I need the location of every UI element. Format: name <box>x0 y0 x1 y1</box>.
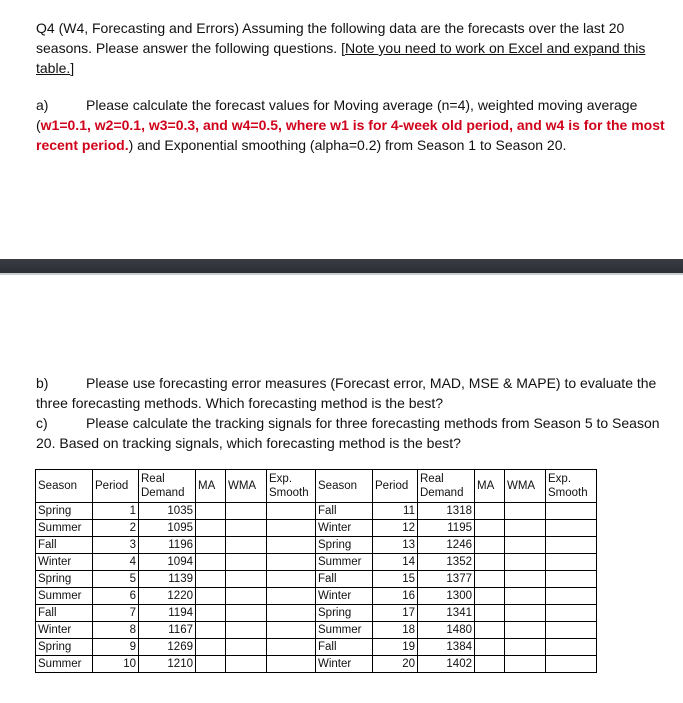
wma-cell <box>226 639 267 656</box>
part-a-text-1: Please calculate the forecast values for Moving average (n=4), weighted moving average ( <box>36 97 638 133</box>
table-row <box>36 571 597 588</box>
period-cell: 2 <box>93 520 139 537</box>
period-cell: 15 <box>373 571 418 588</box>
part-c-text: Please calculate the tracking signals for three forecasting methods from Season 5 to Season 20. Based on tracking signals, which forecasting method is the best? <box>36 415 660 451</box>
season-cell: Summer <box>316 622 373 639</box>
demand-cell: 1341 <box>418 605 475 622</box>
excel-note: Note you need to work on Excel and expand this table. <box>36 40 646 76</box>
period-cell: 14 <box>373 554 418 571</box>
header-real-demand-2: Real Demand <box>418 470 475 503</box>
season-cell: Spring <box>36 639 93 656</box>
header-period-2: Period <box>373 470 418 503</box>
demand-cell: 1094 <box>139 554 196 571</box>
ma-cell <box>475 520 505 537</box>
intro-text: Q4 (W4, Forecasting and Errors) Assuming the following data are the forecasts over the last 20 seasons. Please answer the following questions. [ <box>36 20 625 56</box>
period-cell: 10 <box>93 656 139 673</box>
demand-cell: 1377 <box>418 571 475 588</box>
demand-cell: 1220 <box>139 588 196 605</box>
period-cell: 19 <box>373 639 418 656</box>
season-cell: Winter <box>316 588 373 605</box>
exp-smooth-cell <box>546 622 597 639</box>
exp-smooth-cell <box>267 656 316 673</box>
ma-cell <box>196 571 226 588</box>
wma-cell <box>505 537 546 554</box>
exp-smooth-cell <box>267 605 316 622</box>
ma-cell <box>475 639 505 656</box>
exp-smooth-cell <box>546 571 597 588</box>
exp-smooth-cell <box>267 537 316 554</box>
season-cell: Winter <box>316 656 373 673</box>
demand-cell: 1195 <box>418 520 475 537</box>
season-cell: Winter <box>316 520 373 537</box>
demand-cell: 1196 <box>139 537 196 554</box>
period-cell: 9 <box>93 639 139 656</box>
period-cell: 8 <box>93 622 139 639</box>
wma-cell <box>226 571 267 588</box>
forecast-data-table <box>35 469 597 673</box>
header-wma-2: WMA <box>505 470 546 503</box>
table-row <box>36 554 597 571</box>
ma-cell <box>196 503 226 520</box>
header-ma: MA <box>196 470 226 503</box>
season-cell: Summer <box>316 554 373 571</box>
exp-smooth-cell <box>546 554 597 571</box>
demand-cell: 1352 <box>418 554 475 571</box>
wma-cell <box>226 520 267 537</box>
season-cell: Winter <box>36 554 93 571</box>
wma-cell <box>226 656 267 673</box>
wma-cell <box>505 503 546 520</box>
part-b-label: b) <box>36 375 49 391</box>
period-cell: 3 <box>93 537 139 554</box>
exp-smooth-cell <box>546 588 597 605</box>
ma-cell <box>475 503 505 520</box>
exp-smooth-cell <box>267 520 316 537</box>
exp-smooth-cell <box>267 554 316 571</box>
demand-cell: 1095 <box>139 520 196 537</box>
intro-end: ] <box>70 60 75 76</box>
ma-cell <box>475 656 505 673</box>
period-cell: 5 <box>93 571 139 588</box>
header-period: Period <box>93 470 139 503</box>
table-row <box>36 656 597 673</box>
exp-smooth-cell <box>267 503 316 520</box>
exp-smooth-cell <box>546 639 597 656</box>
demand-cell: 1167 <box>139 622 196 639</box>
part-a-label: a) <box>36 97 49 113</box>
wma-cell <box>505 588 546 605</box>
demand-cell: 1246 <box>418 537 475 554</box>
season-cell: Fall <box>316 639 373 656</box>
season-cell: Spring <box>316 605 373 622</box>
table-row <box>36 520 597 537</box>
wma-cell <box>505 571 546 588</box>
period-cell: 1 <box>93 503 139 520</box>
wma-cell <box>226 622 267 639</box>
ma-cell <box>475 605 505 622</box>
demand-cell: 1384 <box>418 639 475 656</box>
ma-cell <box>196 554 226 571</box>
ma-cell <box>475 537 505 554</box>
part-a-weights: w1=0.1, w2=0.1, w3=0.3, and w4=0.5, where w1 is for 4-week old period, and w4 is for the most recent period. <box>36 117 665 153</box>
exp-smooth-cell <box>267 622 316 639</box>
period-cell: 12 <box>373 520 418 537</box>
season-cell: Fall <box>316 571 373 588</box>
season-cell: Fall <box>36 605 93 622</box>
table-row <box>36 537 597 554</box>
season-cell: Fall <box>316 503 373 520</box>
wma-cell <box>505 622 546 639</box>
part-b-text: Please use forecasting error measures (Forecast error, MAD, MSE & MAPE) to evaluate the three forecasting methods. Which forecasting method is the best? <box>36 375 657 411</box>
wma-cell <box>226 588 267 605</box>
table-body <box>36 470 597 673</box>
header-season: Season <box>36 470 93 503</box>
exp-smooth-cell <box>267 571 316 588</box>
ma-cell <box>475 622 505 639</box>
ma-cell <box>196 605 226 622</box>
period-cell: 4 <box>93 554 139 571</box>
wma-cell <box>505 656 546 673</box>
part-c-label: c) <box>36 415 48 431</box>
section-divider <box>0 259 683 273</box>
ma-cell <box>475 588 505 605</box>
season-cell: Spring <box>36 503 93 520</box>
ma-cell <box>475 554 505 571</box>
season-cell: Winter <box>36 622 93 639</box>
ma-cell <box>196 656 226 673</box>
question-intro <box>36 18 666 78</box>
demand-cell: 1300 <box>418 588 475 605</box>
table-row <box>36 639 597 656</box>
header-wma: WMA <box>226 470 267 503</box>
period-cell: 7 <box>93 605 139 622</box>
demand-cell: 1139 <box>139 571 196 588</box>
header-season-2: Season <box>316 470 373 503</box>
header-real-demand: Real Demand <box>139 470 196 503</box>
part-a <box>36 95 666 155</box>
exp-smooth-cell <box>546 605 597 622</box>
header-ma-2: MA <box>475 470 505 503</box>
demand-cell: 1194 <box>139 605 196 622</box>
wma-cell <box>505 605 546 622</box>
demand-cell: 1269 <box>139 639 196 656</box>
exp-smooth-cell <box>546 537 597 554</box>
table-row <box>36 622 597 639</box>
part-b <box>36 373 666 413</box>
season-cell: Fall <box>36 537 93 554</box>
header-exp-smooth-2: Exp. Smooth <box>546 470 597 503</box>
ma-cell <box>475 571 505 588</box>
demand-cell: 1402 <box>418 656 475 673</box>
season-cell: Spring <box>316 537 373 554</box>
table-row <box>36 503 597 520</box>
part-a-text-2: ) and Exponential smoothing (alpha=0.2) from Season 1 to Season 20. <box>128 137 567 153</box>
period-cell: 13 <box>373 537 418 554</box>
ma-cell <box>196 639 226 656</box>
wma-cell <box>505 520 546 537</box>
exp-smooth-cell <box>546 503 597 520</box>
wma-cell <box>226 554 267 571</box>
wma-cell <box>505 554 546 571</box>
table-row <box>36 605 597 622</box>
ma-cell <box>196 622 226 639</box>
demand-cell: 1480 <box>418 622 475 639</box>
demand-cell: 1210 <box>139 656 196 673</box>
section-divider-shadow <box>0 273 683 275</box>
header-exp-smooth: Exp. Smooth <box>267 470 316 503</box>
demand-cell: 1318 <box>418 503 475 520</box>
exp-smooth-cell <box>546 520 597 537</box>
demand-cell: 1035 <box>139 503 196 520</box>
ma-cell <box>196 588 226 605</box>
period-cell: 17 <box>373 605 418 622</box>
exp-smooth-cell <box>546 656 597 673</box>
wma-cell <box>505 639 546 656</box>
table-row <box>36 588 597 605</box>
exp-smooth-cell <box>267 588 316 605</box>
period-cell: 20 <box>373 656 418 673</box>
wma-cell <box>226 537 267 554</box>
period-cell: 6 <box>93 588 139 605</box>
ma-cell <box>196 520 226 537</box>
table-header-row <box>36 470 597 503</box>
season-cell: Summer <box>36 656 93 673</box>
period-cell: 18 <box>373 622 418 639</box>
period-cell: 11 <box>373 503 418 520</box>
period-cell: 16 <box>373 588 418 605</box>
ma-cell <box>196 537 226 554</box>
part-c <box>36 413 666 453</box>
exp-smooth-cell <box>267 639 316 656</box>
season-cell: Summer <box>36 588 93 605</box>
wma-cell <box>226 605 267 622</box>
season-cell: Summer <box>36 520 93 537</box>
wma-cell <box>226 503 267 520</box>
season-cell: Spring <box>36 571 93 588</box>
